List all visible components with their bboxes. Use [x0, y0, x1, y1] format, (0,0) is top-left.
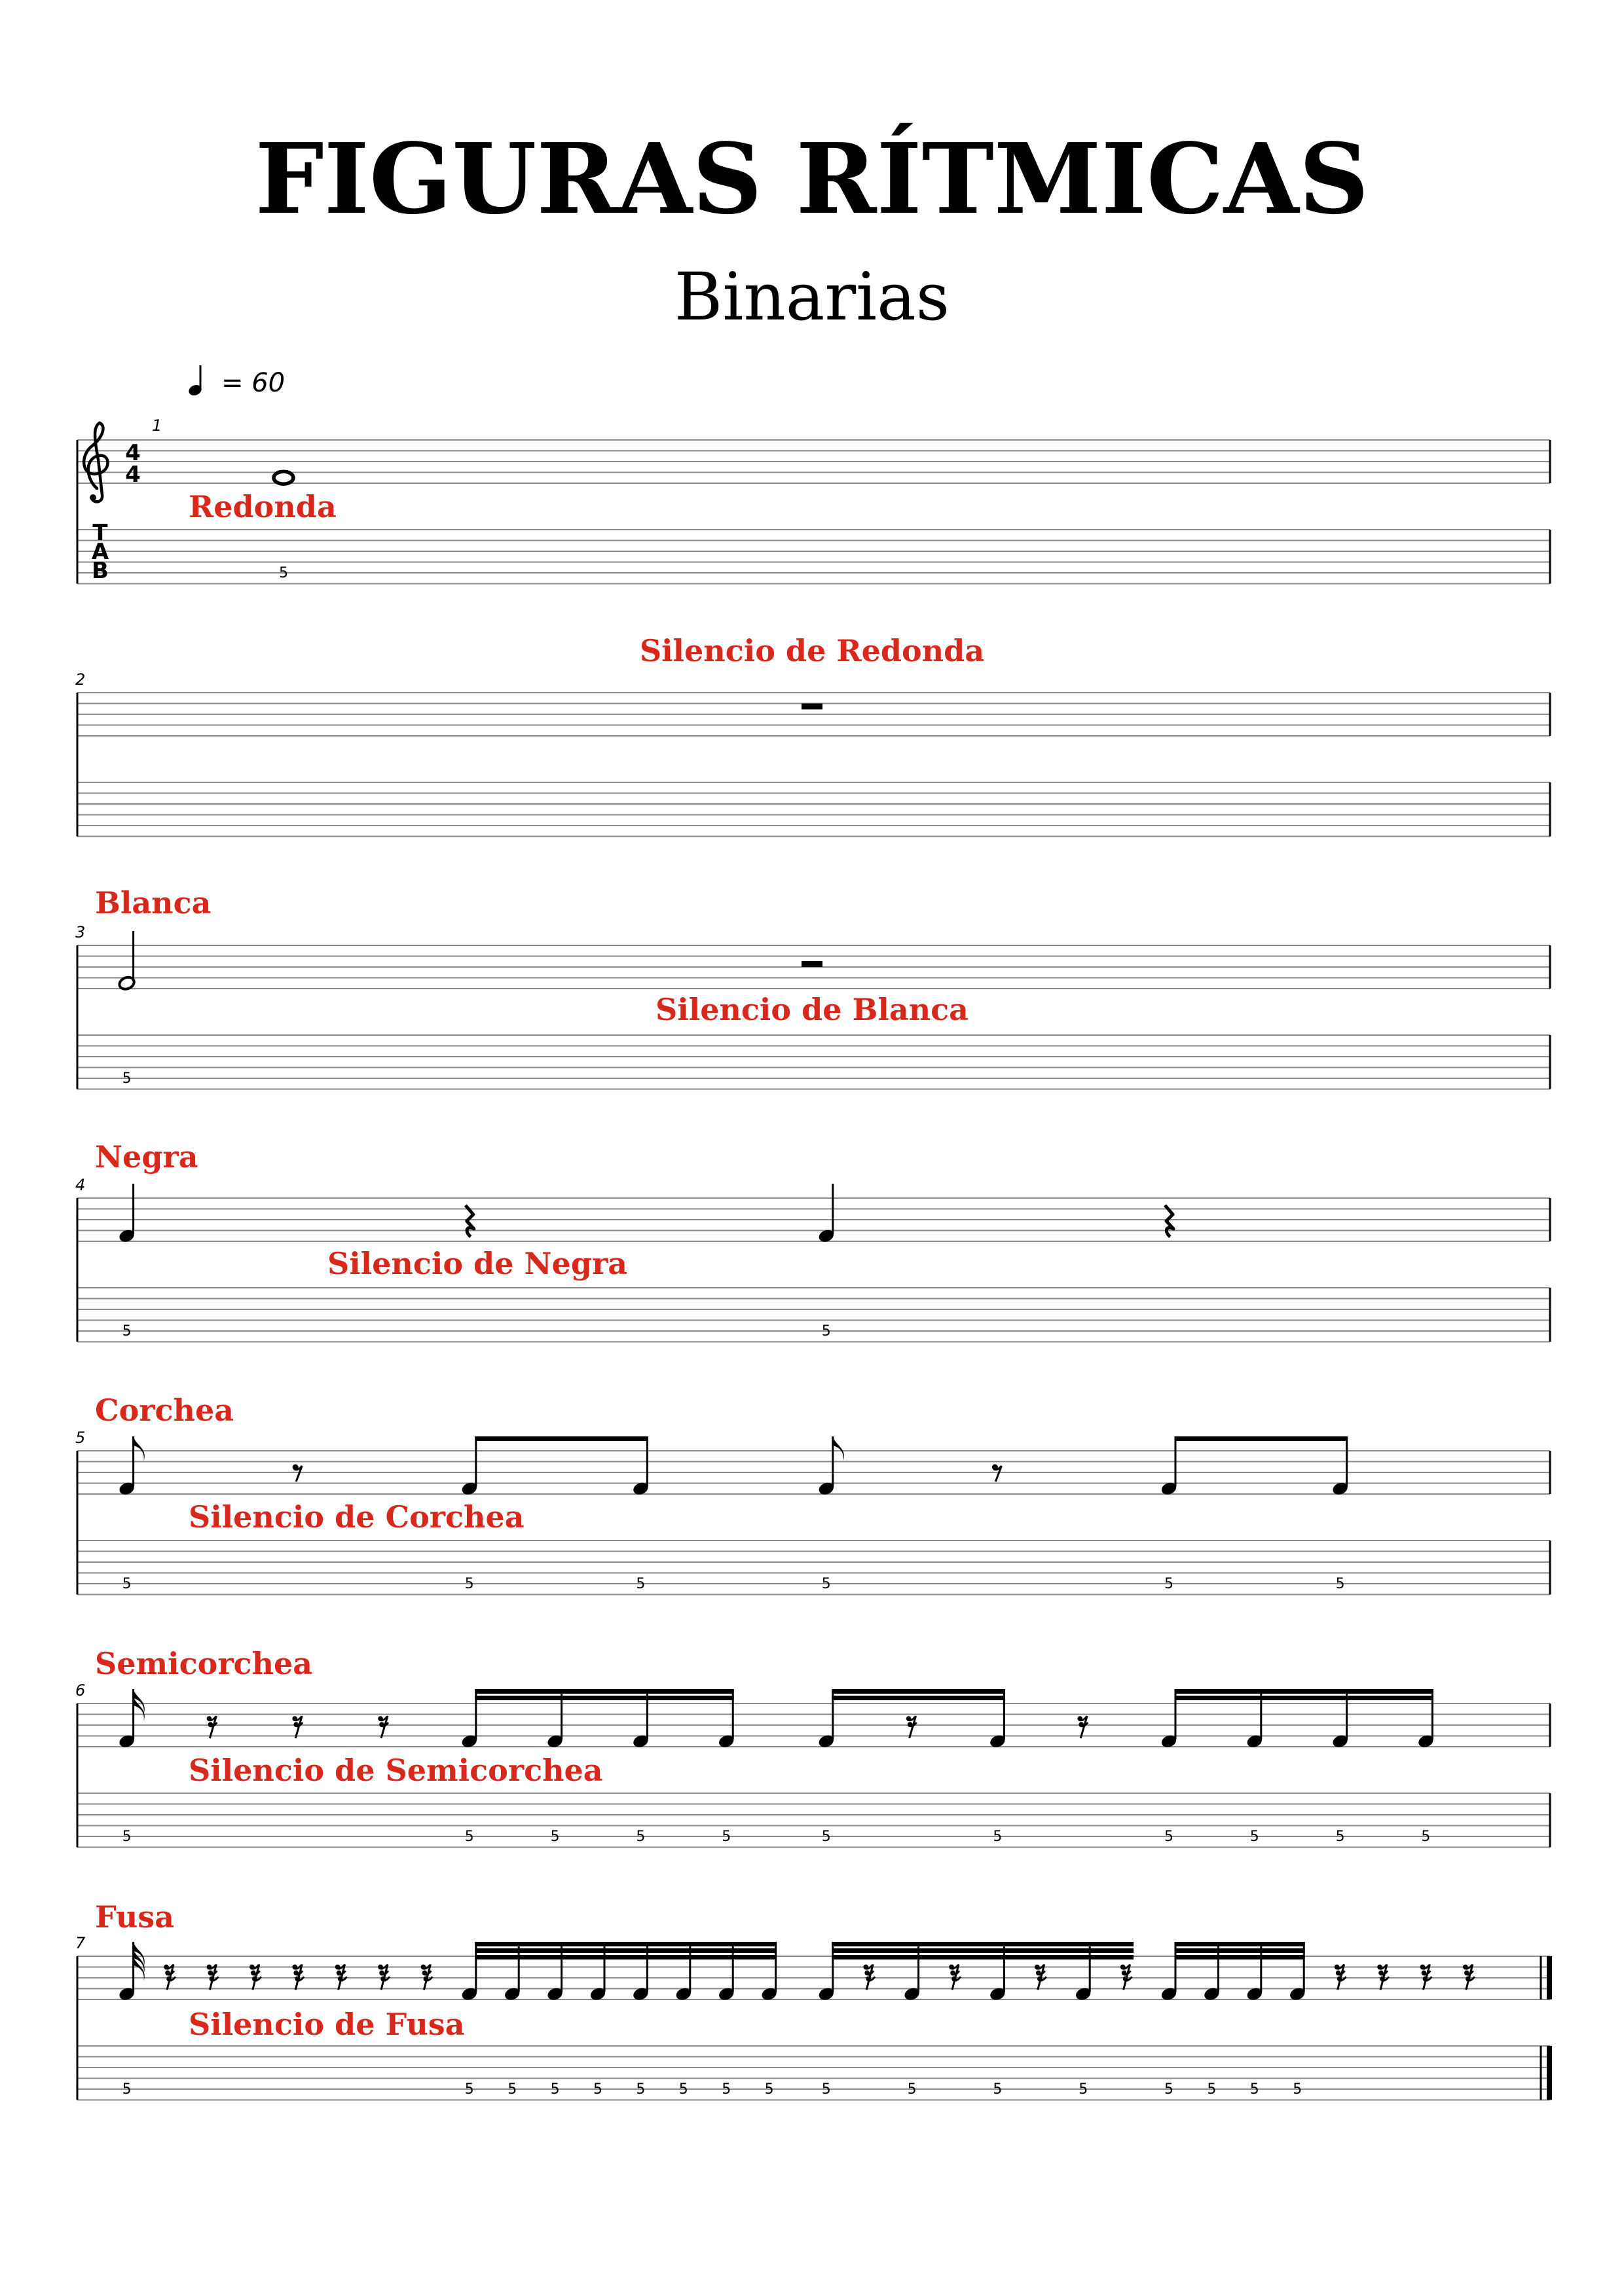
note-beam: [1175, 1689, 1433, 1694]
note-beam: [1175, 1696, 1433, 1700]
rhythm-event: [1074, 1942, 1092, 2098]
tab-fret-number: 5: [122, 1576, 132, 1592]
tab-fret-number: 5: [507, 2081, 517, 2098]
tab-fret-number: 5: [1249, 1829, 1259, 1845]
tab-fret-number: 5: [764, 2081, 774, 2098]
page-subtitle: Binarias: [674, 259, 950, 335]
rhythm-event: [863, 1964, 875, 1990]
tab-fret-number: 5: [636, 1829, 646, 1845]
staff-system: [75, 1139, 1550, 1342]
note-beam: [832, 1689, 1005, 1694]
figure-label: Corchea: [95, 1393, 234, 1428]
figure-label: Silencio de Fusa: [189, 2007, 465, 2042]
tab-fret-number: 5: [464, 2081, 474, 2098]
staff-system: [75, 633, 1550, 837]
tab-fret-number: 5: [593, 2081, 602, 2098]
tab-fret-number: 5: [722, 1829, 731, 1845]
rhythm-event: [118, 1942, 145, 2098]
tab-fret-number: 5: [464, 1576, 474, 1592]
rhythm-event: [1035, 1964, 1046, 1990]
rhythm-event: [717, 1942, 735, 2098]
staff-lines: [77, 440, 1550, 483]
figure-label: Redonda: [189, 489, 337, 524]
tab-fret-number: 5: [636, 1576, 646, 1592]
rhythm-event: [632, 1689, 650, 1845]
measure-number: 1: [152, 416, 162, 435]
figure-label: Negra: [95, 1139, 198, 1175]
tab-fret-number: 5: [993, 1829, 1003, 1845]
rhythm-event: [802, 704, 822, 710]
time-signature-bottom: 4: [125, 462, 141, 488]
rhythm-event: [292, 1964, 304, 1990]
staff-system: [75, 1393, 1550, 1595]
figure-label: Blanca: [95, 885, 212, 920]
tab-clef-letter: T: [92, 520, 108, 546]
staff-system: [75, 1899, 1552, 2100]
tab-fret-number: 5: [821, 1323, 831, 1339]
rhythm-event: [118, 1689, 145, 1845]
tab-lines: [77, 530, 1550, 584]
tab-fret-number: 5: [122, 1829, 132, 1845]
tab-fret-number: 5: [550, 1829, 560, 1845]
rhythm-event: [989, 1689, 1007, 1845]
tab-fret-number: 5: [1249, 2081, 1259, 2098]
rhythm-event: [1288, 1942, 1306, 2098]
rhythm-event: [717, 1689, 735, 1845]
rhythm-event: [760, 1942, 779, 2098]
tab-fret-number: 5: [464, 1829, 474, 1845]
rhythm-event: [589, 1942, 607, 2098]
rhythm-event: [1160, 1942, 1178, 2098]
quarter-rest: [1165, 1205, 1173, 1237]
rhythm-event: [1335, 1964, 1346, 1990]
measure-number: 6: [75, 1681, 86, 1700]
tab-lines: [77, 1288, 1550, 1342]
rhythm-event: [802, 961, 822, 967]
rhythm-event: [1120, 1964, 1132, 1990]
rhythm-event: [249, 1964, 261, 1990]
rhythm-event: [546, 1942, 564, 2098]
note-beam: [1175, 1955, 1305, 1959]
rhythm-event: [335, 1964, 347, 1990]
rhythm-event: [903, 1942, 921, 2098]
tab-fret-number: 5: [1421, 1829, 1431, 1845]
staff-lines: [77, 1198, 1550, 1241]
rhythm-event: [118, 1184, 136, 1339]
tab-fret-number: 5: [821, 1576, 831, 1592]
tab-lines: [77, 1793, 1550, 1848]
final-barline-thick: [1547, 1956, 1552, 1999]
tab-fret-number: 5: [550, 2081, 560, 2098]
tab-lines: [77, 782, 1550, 837]
rhythm-event: [1077, 1716, 1088, 1738]
tab-clef-letter: B: [92, 558, 109, 584]
tab-fret-number: 5: [278, 565, 288, 581]
note-beam: [1175, 1948, 1305, 1953]
note-beam: [832, 1942, 1134, 1946]
treble-clef-icon: [84, 423, 107, 501]
tab-fret-number: 5: [122, 2081, 132, 2098]
tab-fret-number: 5: [821, 1829, 831, 1845]
rhythm-event: [906, 1716, 917, 1738]
tab-fret-number: 5: [821, 2081, 831, 2098]
note-beam: [1175, 1942, 1305, 1946]
figure-label: Silencio de Blanca: [655, 992, 969, 1027]
rhythm-event: [817, 1942, 836, 2098]
tab-lines: [77, 1035, 1550, 1089]
tab-fret-number: 5: [122, 1323, 132, 1339]
staff-lines: [77, 693, 1550, 736]
tab-fret-number: 5: [907, 2081, 917, 2098]
rhythm-event: [632, 1436, 650, 1592]
rhythm-event: [1377, 1964, 1389, 1990]
rhythm-event: [1417, 1689, 1435, 1845]
time-signature-top: 4: [125, 440, 141, 466]
tab-fret-number: 5: [1293, 2081, 1302, 2098]
note-flag: [134, 1436, 145, 1461]
rhythm-event: [118, 931, 136, 1087]
tab-fret-number: 5: [1335, 1576, 1345, 1592]
rhythm-event: [207, 1964, 219, 1990]
rhythm-event: [274, 471, 293, 581]
staff-system: [77, 416, 1550, 584]
whole-note: [274, 471, 293, 484]
tab-fret-number: 5: [993, 2081, 1003, 2098]
half-rest: [802, 961, 822, 967]
measure-number: 5: [75, 1429, 86, 1447]
whole-rest: [802, 704, 822, 710]
rhythm-event: [1463, 1964, 1475, 1990]
rhythm-event: [1420, 1964, 1432, 1990]
staff-lines: [77, 1451, 1550, 1494]
tab-fret-number: 5: [1164, 1576, 1173, 1592]
figure-label: Silencio de Redonda: [639, 633, 985, 668]
tab-fret-number: 5: [1164, 1829, 1173, 1845]
figure-label: Silencio de Semicorchea: [189, 1753, 603, 1788]
rhythm-event: [164, 1964, 175, 1990]
note-beam: [475, 1696, 733, 1700]
rhythm-event: [1246, 1689, 1264, 1845]
figure-label: Semicorchea: [95, 1646, 313, 1681]
rhythm-event: [1160, 1689, 1178, 1845]
note-beam: [832, 1948, 1134, 1953]
tab-fret-number: 5: [1335, 1829, 1345, 1845]
tab-fret-number: 5: [122, 1070, 132, 1087]
measure-number: 2: [75, 670, 86, 689]
final-barline-thick: [1547, 2046, 1552, 2100]
tab-fret-number: 5: [722, 2081, 731, 2098]
tab-fret-number: 5: [1207, 2081, 1217, 2098]
rhythm-event: [1246, 1942, 1264, 2098]
tab-fret-number: 5: [636, 2081, 646, 2098]
tab-clef-letter: A: [91, 539, 109, 565]
tempo-value: = 60: [221, 368, 286, 398]
note-beam: [475, 1942, 777, 1946]
figure-label: Silencio de Corchea: [189, 1499, 525, 1535]
page-title: FIGURAS RÍTMICAS: [255, 122, 1369, 236]
tab-lines: [77, 1540, 1550, 1595]
rhythm-event: [989, 1942, 1007, 2098]
note-beam: [475, 1436, 648, 1441]
rhythm-event: [118, 1436, 145, 1592]
rhythm-event: [466, 1205, 474, 1237]
rhythm-event: [503, 1942, 521, 2098]
rhythm-event: [817, 1689, 836, 1845]
staff-system: [75, 885, 1550, 1089]
rhythm-event: [378, 1716, 388, 1738]
tab-fret-number: 5: [1079, 2081, 1088, 2098]
rhythm-event: [949, 1964, 961, 1990]
note-beam: [475, 1955, 777, 1959]
figure-label: Silencio de Negra: [327, 1246, 628, 1281]
note-beam: [475, 1689, 733, 1694]
note-beam: [832, 1955, 1134, 1959]
staff-systems: [75, 416, 1552, 2100]
rhythm-event: [421, 1964, 433, 1990]
rhythm-event: [817, 1436, 844, 1592]
rhythm-event: [1203, 1942, 1221, 2098]
measure-number: 7: [75, 1934, 86, 1952]
rhythm-event: [1331, 1436, 1350, 1592]
rhythm-event: [632, 1942, 650, 2098]
note-beam: [832, 1696, 1005, 1700]
note-beam: [475, 1948, 777, 1953]
tab-fret-number: 5: [1164, 2081, 1173, 2098]
note-beam: [1175, 1436, 1348, 1441]
tempo-marking: [187, 365, 285, 398]
rhythm-event: [378, 1964, 390, 1990]
staff-system: [75, 1646, 1550, 1848]
quarter-rest: [466, 1205, 474, 1237]
rhythm-event: [1165, 1205, 1173, 1237]
note-flag: [833, 1436, 844, 1461]
rhythm-event: [1160, 1436, 1178, 1592]
tab-lines: [77, 2046, 1550, 2100]
figure-label: Fusa: [95, 1899, 174, 1935]
rhythm-event: [207, 1716, 217, 1738]
rhythm-event: [292, 1716, 303, 1738]
tab-fret-number: 5: [678, 2081, 688, 2098]
treble-clef-icon: [90, 494, 96, 501]
measure-number: 4: [75, 1176, 86, 1194]
rhythm-event: [1331, 1689, 1350, 1845]
measure-number: 3: [75, 923, 86, 941]
rhythm-event: [817, 1184, 836, 1339]
rhythm-event: [674, 1942, 693, 2098]
